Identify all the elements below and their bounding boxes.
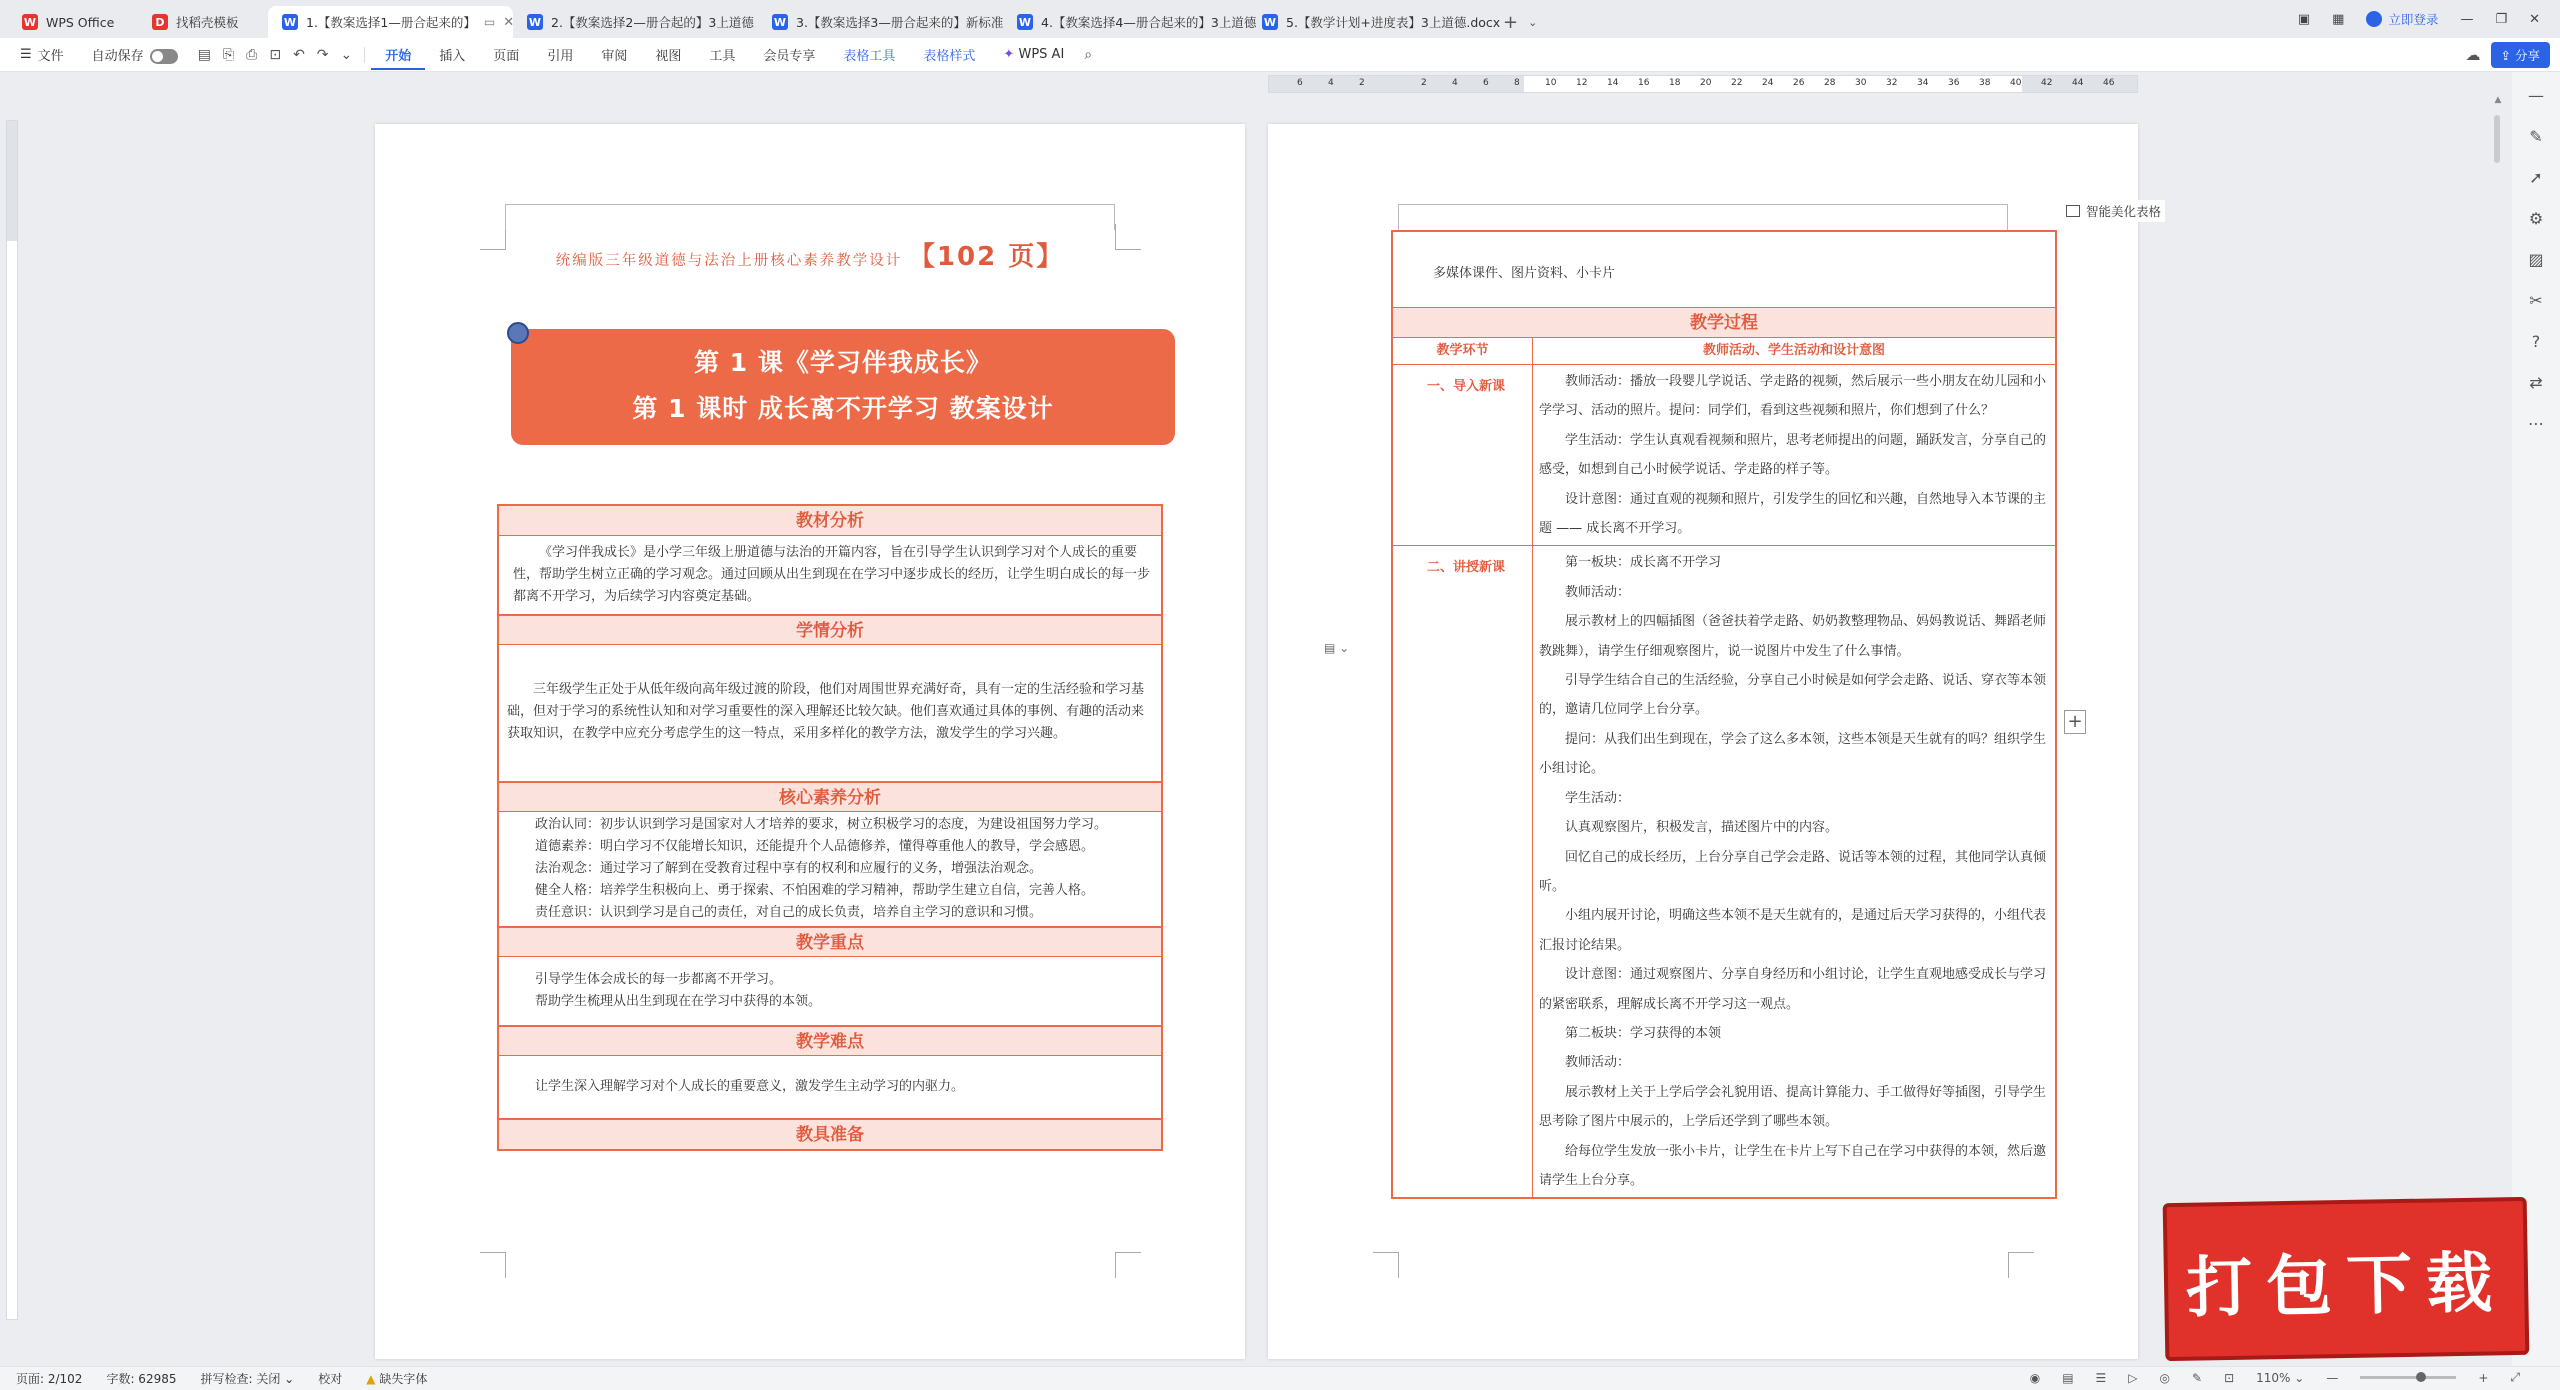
menu-insert[interactable]: 插入 — [439, 49, 466, 64]
wps-logo-icon: W — [23, 15, 37, 29]
menu-table-tools[interactable]: 表格工具 — [843, 49, 896, 64]
missing-font-indicator[interactable]: ▲ 缺失字体 — [366, 1372, 428, 1386]
pen-mode-icon[interactable]: ✎ — [2192, 1370, 2203, 1385]
activity-cell[interactable]: 教师活动：播放一段婴儿学说话、学走路的视频，然后展示一些小朋友在幼儿园和小学学习、活动的照片。提问：同学们，看到这些视频和照片，你们想到了什么？ 学生活动：学生认真观看视频和照片，思考老师提出的问题，踊跃发言，分享自己的感受，如想到自己小时候学说话、学走路的样子等。 设计意图：通过直观的视频和照片，引发学生的回忆和兴趣，自然地导入本节课的主题 —— 成长离不开学习。 — [1539, 374, 2047, 537]
cloud-icon[interactable]: ☁ — [2465, 46, 2481, 64]
column-header-stage: 教学环节 — [1393, 338, 1533, 364]
add-row-button[interactable]: + — [2064, 710, 2086, 734]
chevron-down-icon[interactable]: ⌄ — [340, 46, 353, 63]
toggle-switch[interactable] — [150, 49, 178, 64]
preview-icon[interactable]: ⊡ — [269, 46, 282, 63]
minus-icon[interactable]: — — [2528, 86, 2544, 105]
image-icon[interactable]: ▨ — [2528, 250, 2544, 269]
scrollbar-thumb[interactable] — [2494, 115, 2500, 163]
share-button[interactable]: ⇪ 分享 — [2491, 42, 2550, 68]
warning-icon: ▲ — [366, 1372, 376, 1386]
divider — [364, 47, 365, 63]
minimize-icon[interactable]: — — [2460, 11, 2474, 27]
more-icon[interactable]: ⋯ — [2528, 414, 2544, 433]
login-button[interactable]: 立即登录 — [2366, 10, 2438, 28]
autosave-toggle[interactable]: 自动保存 — [78, 45, 192, 64]
menu-bar — [0, 38, 2560, 72]
eye-icon[interactable]: ◉ — [2029, 1370, 2041, 1385]
cursor-icon[interactable]: ➚ — [2529, 168, 2543, 187]
title-bar — [0, 0, 2560, 38]
ruler-tick-label: 26 — [1793, 78, 1805, 88]
tab-document-3[interactable]: W 3.【教案选择3—册合起来的】新标准 — [773, 15, 1004, 30]
ruler-tick-label: 8 — [1514, 78, 1520, 88]
section-header: 教材分析 — [499, 506, 1161, 536]
vertical-scrollbar[interactable] — [2492, 95, 2504, 1357]
materials-cell[interactable]: 多媒体课件、图片资料、小卡片 — [1393, 232, 2055, 308]
page-view-icon[interactable]: ▤ — [2062, 1370, 2074, 1385]
avatar — [2366, 11, 2382, 27]
ruler-tick-label: 18 — [1669, 78, 1681, 88]
restore-icon[interactable]: ❐ — [2495, 11, 2508, 27]
section-header: 教学难点 — [499, 1026, 1161, 1056]
close-icon[interactable]: ✕ — [503, 14, 515, 30]
file-menu[interactable]: 文件 — [37, 49, 64, 64]
ruler-tick-label: 32 — [1886, 78, 1898, 88]
tab-document-2[interactable]: W 2.【教案选择2—册合起的】3上道德 — [528, 15, 754, 30]
activity-cell[interactable]: 第一板块：成长离不开学习 教师活动： 展示教材上的四幅插图（爸爸扶着学走路、奶奶教整理物品、妈妈教说话、舞蹈老师教跳舞），请学生仔细观察图片，说一说图片中发生了什么事情。 引导学生结合自己的生活经验，分享自己小时候是如何学会走路、说话、穿衣等本领的，邀请几位同学上台分享。 提问：从我们出生到现在，学会了这么多本领，这些本领是天生就有的吗？组织学生小组讨论。 学生活动： 认真观察图片，积极发言，描述图片中的内容。 回忆自己的成长经历，上台分享自己学会走路、说话等本领的过程，其他同学认真倾听。 小组内展开讨论，明确这些本领不是天生就有的，是通过后天学习获得的，小组代表汇报讨论结果。 设计意图：通过观察图片、分享自身经历和小组讨论，让学生直观地感受成长与学习的紧密联系，理解成长离不开学习这一观点。 第二板块：学习获得的本领 教师活动： 展示教材上关于上学后学会礼貌用语、提高计算能力、手工做得好等插图，引导学生思考除了图片中展示的，上学后还学到了哪些本领。 给每位学生发放一张小卡片，让学生在卡片上写下自己在学习中获得的本领，然后邀请学生上台分享。 — [1539, 555, 2047, 1188]
ruler-tick-label: 44 — [2072, 78, 2084, 88]
layout-options-icon[interactable]: ▤ ⌄ — [1324, 641, 1350, 655]
section-body[interactable]: 三年级学生正处于从低年级向高年级过渡的阶段，他们对周围世界充满好奇，具有一定的生活经验和学习基础，但对于学习的系统性认知和对学习重要性的深入理解还比较欠缺。他们喜欢通过具体的事例、有趣的活动来获取知识，在教学中应充分考虑学生的这一特点，采用多样化的教学方法，激发学生的学习兴趣。 — [499, 645, 1161, 782]
ruler-tick-label: 6 — [1483, 78, 1489, 88]
section-body[interactable]: 政治认同：初步认识到学习是国家对人才培养的要求，树立积极学习的态度，为建设祖国努力学习。 道德素养：明白学习不仅能增长知识，还能提升个人品德修养，懂得尊重他人的教导，学会感恩。 法治观念：通过学习了解到在受教育过程中享有的权利和应履行的义务，增强法治观念。 健全人格：培养学生积极向上、勇于探索、不怕困难的学习精神，帮助学生建立自信，完善人格。 责任意识：认识到学习是自己的责任，对自己的成长负责，培养自主学习的意识和习惯。 — [499, 812, 1161, 927]
undo-icon[interactable]: ↶ — [293, 46, 305, 63]
ruler-tick-label: 14 — [1607, 78, 1619, 88]
save-icon[interactable]: ▤ — [197, 46, 211, 63]
ruler-tick-label: 38 — [1979, 78, 1991, 88]
menubar-right — [2466, 42, 2550, 68]
document-page-left[interactable] — [375, 124, 1245, 1359]
ruler-tick-label: 10 — [1545, 78, 1557, 88]
hamburger-menu-icon[interactable]: ☰ — [20, 47, 32, 62]
table-header-row — [1393, 338, 2055, 365]
table-icon — [2066, 205, 2080, 217]
print-icon[interactable]: ⎙ — [246, 46, 258, 63]
margin-corner-marker — [1115, 1252, 1141, 1278]
tab-template[interactable]: D 找稻壳模板 — [138, 6, 268, 38]
side-toolbar — [2512, 72, 2560, 1366]
menu-review[interactable]: 审阅 — [601, 49, 628, 64]
zoom-slider[interactable] — [2360, 1376, 2456, 1379]
layout-icon[interactable]: ▣ — [2297, 11, 2311, 27]
document-header: 统编版三年级道德与法治上册核心素养教学设计 【102 页】 — [555, 242, 1065, 272]
ruler-tick-label: 28 — [1824, 78, 1836, 88]
lesson-info-table[interactable] — [497, 504, 1163, 1151]
vertical-ruler[interactable] — [6, 120, 18, 1320]
table-row[interactable] — [1393, 546, 2055, 1197]
menu-member[interactable]: 会员专享 — [763, 49, 816, 64]
ruler-margin-top — [7, 121, 17, 241]
proofread-button[interactable]: 校对 — [318, 1372, 343, 1386]
ruler-tick-label: 20 — [1700, 78, 1712, 88]
help-icon[interactable]: ? — [2531, 332, 2541, 351]
spell-check-status[interactable]: 拼写检查: 关闭 ⌄ — [200, 1372, 295, 1386]
window-controls — [2298, 0, 2560, 38]
header-box — [505, 204, 1115, 230]
menu-references[interactable]: 引用 — [547, 49, 574, 64]
section-body[interactable]: 让学生深入理解学习对个人成长的重要意义，激发学生主动学习的内驱力。 — [499, 1056, 1161, 1119]
margin-corner-marker — [2008, 1252, 2034, 1278]
ruler-tick-label: 4 — [1452, 78, 1458, 88]
column-header-activities: 教师活动、学生活动和设计意图 — [1702, 343, 1885, 358]
lesson-subtitle: 第 1 课时 成长离不开学习 教案设计 — [632, 394, 1054, 423]
section-body[interactable]: 《学习伴我成长》是小学三年级上册道德与法治的开篇内容，旨在引导学生认识到学习对个人成长的重要性，帮助学生树立正确的学习观念。通过回顾从出生到现在在学习中逐步成长的经历，让学生明白成长的每一步都离不开学习，为后续学习内容奠定基础。 — [499, 536, 1161, 615]
ruler-tick-label: 16 — [1638, 78, 1650, 88]
ruler-tick-label: 4 — [1328, 78, 1334, 88]
new-tab-group — [1493, 6, 1547, 38]
margin-corner-marker — [480, 1252, 506, 1278]
header-box — [1398, 204, 2008, 230]
ruler-tick-label: 22 — [1731, 78, 1743, 88]
menu-table-style[interactable]: 表格样式 — [923, 49, 976, 64]
ruler-tick-label: 40 — [2010, 78, 2022, 88]
tab-document-4[interactable]: W 4.【教案选择4—册合起来的】3上道德 — [1018, 15, 1257, 30]
menu-page[interactable]: 页面 — [493, 49, 520, 64]
margin-corner-marker — [480, 224, 506, 250]
status-bar — [0, 1366, 2560, 1390]
stage-cell[interactable]: 一、导入新课 — [1393, 365, 1533, 545]
fullscreen-icon[interactable]: ⤢ — [2510, 1370, 2520, 1384]
shape-handle[interactable] — [507, 322, 529, 344]
plus-icon[interactable]: + — [1503, 11, 1519, 33]
fit-icon[interactable]: ⊡ — [2224, 1370, 2235, 1385]
word-doc-icon: W — [1263, 15, 1277, 29]
zoom-in-icon[interactable]: + — [2478, 1370, 2489, 1385]
word-doc-icon: W — [773, 15, 787, 29]
horizontal-ruler[interactable] — [1268, 75, 2138, 93]
menu-tools[interactable]: 工具 — [709, 49, 736, 64]
close-window-icon[interactable]: ✕ — [2529, 11, 2540, 27]
ruler-tick-label: 34 — [1917, 78, 1929, 88]
ruler-tick-label: 6 — [1297, 78, 1303, 88]
ruler-tick-label: 30 — [1855, 78, 1867, 88]
process-header: 教学过程 — [1393, 308, 2055, 338]
web-view-icon[interactable]: ◎ — [2159, 1370, 2171, 1385]
menu-view[interactable]: 视图 — [655, 49, 682, 64]
word-doc-icon: W — [1018, 15, 1032, 29]
table-row[interactable] — [1393, 365, 2055, 546]
tools-icon[interactable]: ✂ — [2529, 291, 2543, 310]
lesson-title: 第 1 课《学习伴我成长》 — [694, 348, 992, 377]
tab-wps-office[interactable]: W WPS Office — [23, 14, 115, 30]
word-count[interactable]: 字数: 62985 — [106, 1372, 177, 1386]
tab-document-5[interactable]: W 5.【教学计划+进度表】3上道德.docx — [1263, 15, 1501, 30]
chevron-down-icon[interactable]: ⌄ — [1528, 15, 1538, 29]
download-badge[interactable]: 打包下载 — [2163, 1197, 2530, 1361]
export-icon[interactable]: ⎘ — [222, 46, 235, 63]
outline-view-icon[interactable]: ☰ — [2095, 1370, 2107, 1385]
zoom-level[interactable]: 110% ⌄ — [2256, 1370, 2305, 1385]
ruler-tick-label: 24 — [1762, 78, 1774, 88]
zoom-out-icon[interactable]: — — [2326, 1370, 2339, 1385]
section-header: 核心素养分析 — [499, 782, 1161, 812]
ruler-tick-label: 42 — [2041, 78, 2053, 88]
margin-corner-marker — [1373, 1252, 1399, 1278]
menu-home[interactable]: 开始 — [371, 39, 425, 70]
ai-sparkle-icon: ✦ — [1003, 47, 1015, 62]
section-header: 学情分析 — [499, 615, 1161, 645]
search-icon[interactable]: ⌕ — [1084, 46, 1093, 63]
section-body[interactable]: 引导学生体会成长的每一步都离不开学习。 帮助学生梳理从出生到现在在学习中获得的本领。 — [499, 957, 1161, 1026]
smart-beautify-table-button[interactable]: 智能美化表格 — [2062, 200, 2165, 222]
zoom-slider-knob[interactable] — [2416, 1372, 2426, 1382]
tab-document-1[interactable]: W 1.【教案选择1—册合起来的】 ▭ ✕ — [268, 6, 513, 38]
ruler-tick-label: 46 — [2103, 78, 2115, 88]
scroll-up-icon[interactable]: ▲ — [2494, 95, 2502, 105]
teaching-process-table[interactable] — [1391, 230, 2057, 1199]
page-indicator[interactable]: 页面: 2/102 — [16, 1372, 83, 1386]
ruler-tick-label: 2 — [1359, 78, 1365, 88]
grid-icon[interactable]: ▦ — [2332, 11, 2345, 27]
settings-sliders-icon[interactable]: ⚙ — [2528, 209, 2544, 228]
share-icon[interactable]: ⇄ — [2529, 373, 2543, 392]
monitor-icon[interactable]: ▭ — [483, 15, 496, 29]
wps-ai-menu[interactable]: ✦ WPS AI — [1003, 47, 1065, 62]
section-header: 教具准备 — [499, 1119, 1161, 1149]
section-header: 教学重点 — [499, 927, 1161, 957]
ruler-tick-label: 36 — [1948, 78, 1960, 88]
lesson-title-banner — [511, 329, 1175, 445]
play-icon[interactable]: ▷ — [2128, 1370, 2138, 1385]
redo-icon[interactable]: ↷ — [316, 46, 329, 63]
template-icon: D — [152, 14, 168, 30]
word-doc-icon: W — [283, 15, 297, 29]
document-page-right[interactable] — [1268, 124, 2138, 1359]
pen-icon[interactable]: ✎ — [2529, 127, 2543, 146]
stage-cell[interactable]: 二、讲授新课 — [1393, 546, 1533, 1197]
ruler-tick-label: 2 — [1421, 78, 1427, 88]
word-doc-icon: W — [528, 15, 542, 29]
status-right — [2030, 1370, 2520, 1385]
ruler-tick-label: 12 — [1576, 78, 1588, 88]
margin-corner-marker — [1115, 224, 1141, 250]
